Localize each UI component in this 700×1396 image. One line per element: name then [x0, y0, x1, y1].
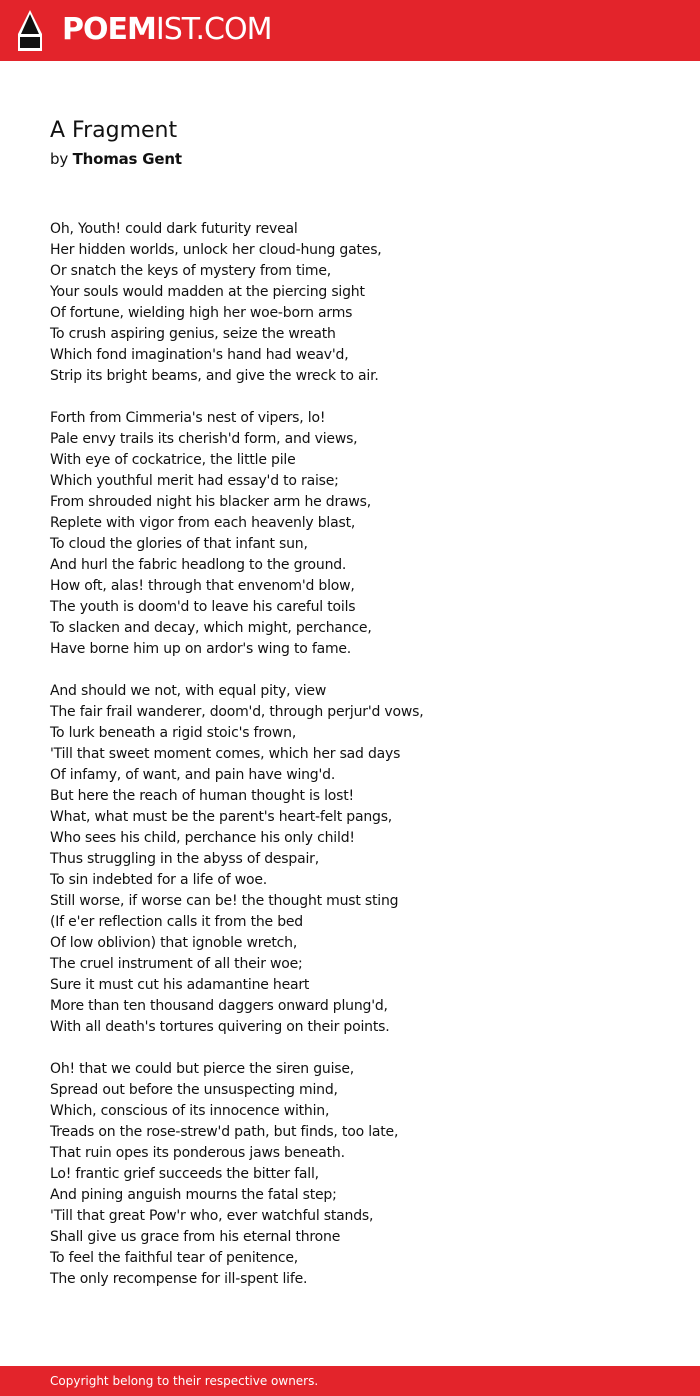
poem-line: Oh, Youth! could dark futurity reveal	[50, 221, 298, 237]
poem-line: Of fortune, wielding high her woe-born arms	[50, 305, 353, 321]
site-header	[0, 0, 700, 61]
poem-line: Sure it must cut his adamantine heart	[50, 977, 310, 993]
poem-line: With all death's tortures quivering on their points.	[50, 1019, 390, 1035]
poem-line: And pining anguish mourns the fatal step;	[50, 1187, 337, 1203]
poem-line: From shrouded night his blacker arm he draws,	[50, 494, 372, 510]
poem-line: To lurk beneath a rigid stoic's frown,	[50, 725, 297, 741]
poem-line: Which fond imagination's hand had weav'd,	[50, 347, 349, 363]
poem-line: Pale envy trails its cherish'd form, and views,	[50, 431, 358, 447]
poem-line: 'Till that sweet moment comes, which her sad days	[50, 746, 401, 762]
poem-line: Still worse, if worse can be! the thought must sting	[50, 893, 399, 909]
site-footer	[0, 1366, 700, 1396]
pencil-tip-icon[interactable]	[18, 10, 42, 51]
poem-line: Have borne him up on ardor's wing to fame.	[50, 641, 352, 657]
poem-body	[50, 219, 670, 1311]
poem-line: The youth is doom'd to leave his careful toils	[50, 599, 356, 615]
poem-line: Shall give us grace from his eternal throne	[50, 1229, 341, 1245]
poem-line: Or snatch the keys of mystery from time,	[50, 263, 332, 279]
logo-light-text: IST.COM	[155, 12, 272, 47]
poem-line: The fair frail wanderer, doom'd, through perjur'd vows,	[50, 704, 424, 720]
poem-byline	[50, 148, 182, 170]
poem-title: A Fragment	[50, 118, 178, 143]
poem-line: Of infamy, of want, and pain have wing'd.	[50, 767, 336, 783]
poem-line: With eye of cockatrice, the little pile	[50, 452, 296, 468]
poem-line: Thus struggling in the abyss of despair,	[50, 851, 319, 867]
poem-line: 'Till that great Pow'r who, ever watchful stands,	[50, 1208, 374, 1224]
poem-line: The cruel instrument of all their woe;	[50, 956, 303, 972]
poem-line: Of low oblivion) that ignoble wretch,	[50, 935, 298, 951]
poem-stanza	[50, 681, 670, 1038]
poem-line: Who sees his child, perchance his only child!	[50, 830, 355, 846]
poem-line: Forth from Cimmeria's nest of vipers, lo!	[50, 410, 326, 426]
poem-line: To feel the faithful tear of penitence,	[50, 1250, 299, 1266]
poem-line: Your souls would madden at the piercing sight	[50, 284, 365, 300]
poem-stanza	[50, 219, 670, 387]
poem-line: Lo! frantic grief succeeds the bitter fall,	[50, 1166, 319, 1182]
poem-line: Oh! that we could but pierce the siren guise,	[50, 1061, 355, 1077]
poem-line: What, what must be the parent's heart-felt pangs,	[50, 809, 393, 825]
poem-line: And hurl the fabric headlong to the ground.	[50, 557, 347, 573]
poem-line: To sin indebted for a life of woe.	[50, 872, 268, 888]
poem-line: To cloud the glories of that infant sun,	[50, 536, 308, 552]
poem-line: Strip its bright beams, and give the wreck to air.	[50, 368, 379, 384]
poem-line: Her hidden worlds, unlock her cloud-hung gates,	[50, 242, 382, 258]
poem-line: How oft, alas! through that envenom'd blow,	[50, 578, 355, 594]
poem-line: Treads on the rose-strew'd path, but finds, too late,	[50, 1124, 399, 1140]
poem-line: Spread out before the unsuspecting mind,	[50, 1082, 338, 1098]
site-logo-link[interactable]	[62, 10, 271, 50]
poem-line: That ruin opes its ponderous jaws beneath.	[50, 1145, 345, 1161]
poem-line: But here the reach of human thought is lost!	[50, 788, 354, 804]
poem-line: Replete with vigor from each heavenly blast,	[50, 515, 356, 531]
logo-bold-text: POEM	[62, 12, 156, 47]
poem-stanza	[50, 1059, 670, 1290]
poem-line: To slacken and decay, which might, perchance,	[50, 620, 372, 636]
copyright-text: Copyright belong to their respective owners.	[50, 1374, 319, 1388]
poem-line: Which, conscious of its innocence within,	[50, 1103, 330, 1119]
poem-line: Which youthful merit had essay'd to raise;	[50, 473, 339, 489]
poem-stanza	[50, 408, 670, 660]
poem-line: And should we not, with equal pity, view	[50, 683, 327, 699]
by-label: by	[50, 150, 68, 168]
poem-line: To crush aspiring genius, seize the wreath	[50, 326, 336, 342]
poem-line: The only recompense for ill-spent life.	[50, 1271, 308, 1287]
poem-author: Thomas Gent	[72, 150, 182, 168]
poem-line: More than ten thousand daggers onward plung'd,	[50, 998, 388, 1014]
poem-line: (If e'er reflection calls it from the bed	[50, 914, 303, 930]
